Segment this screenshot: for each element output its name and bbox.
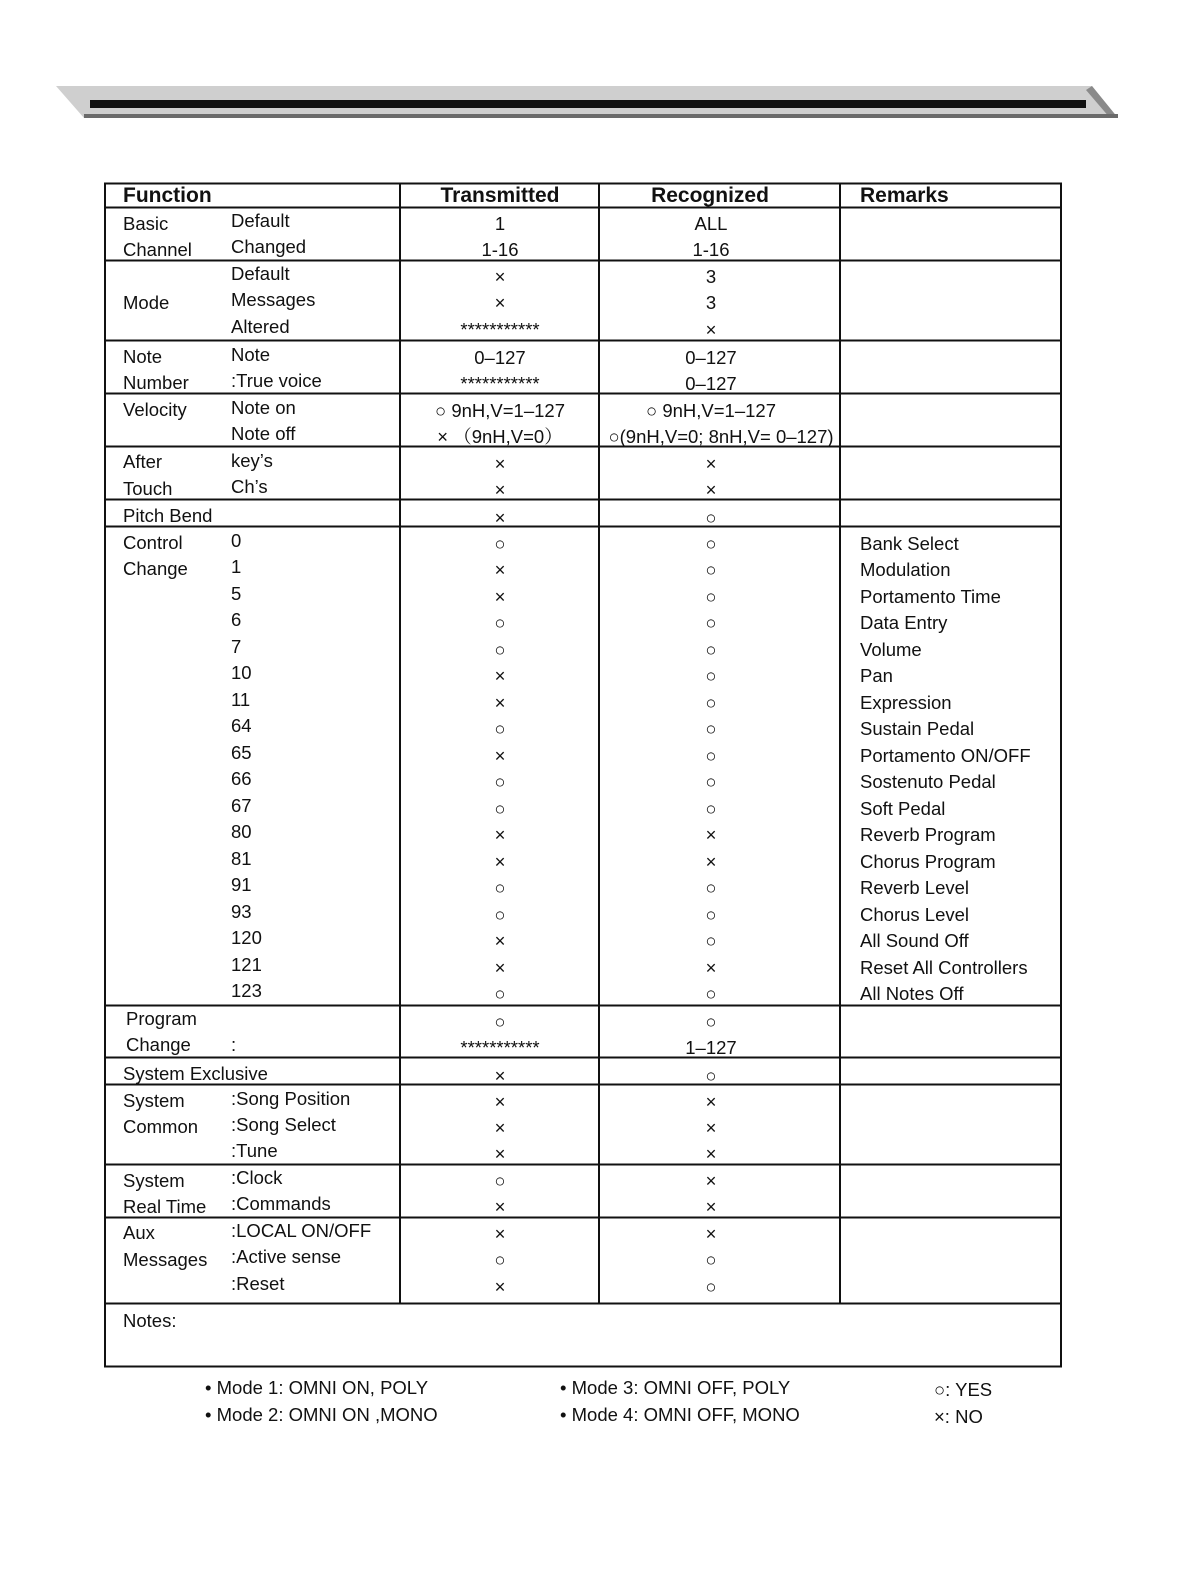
section-label-pitch-bend: Pitch Bend bbox=[123, 505, 213, 526]
transmitted-value: ○ bbox=[494, 1011, 506, 1032]
recognized-value: ○ bbox=[705, 904, 717, 925]
recognized-value: × bbox=[705, 1196, 717, 1217]
transmitted-value: × bbox=[494, 930, 506, 951]
legend-mode-4: • Mode 4: OMNI OFF, MONO bbox=[560, 1404, 800, 1425]
section-label-aux-messages: Aux bbox=[123, 1222, 155, 1243]
row-function: Note bbox=[231, 344, 271, 365]
section-label-basic-channel: Basic bbox=[123, 213, 169, 234]
remark: Modulation bbox=[860, 559, 951, 580]
row-function: :Clock bbox=[231, 1167, 283, 1188]
section-label-velocity: Velocity bbox=[123, 399, 187, 420]
legend-mode-3: • Mode 3: OMNI OFF, POLY bbox=[560, 1377, 791, 1398]
remark: Soft Pedal bbox=[860, 798, 946, 819]
legend-mode-1: • Mode 1: OMNI ON, POLY bbox=[205, 1377, 429, 1398]
row-function: 11 bbox=[231, 689, 251, 710]
recognized-value: 1–127 bbox=[685, 1037, 737, 1058]
header-recognized: Recognized bbox=[651, 184, 769, 207]
section-label-aux-messages: Messages bbox=[123, 1249, 208, 1270]
transmitted-value: *********** bbox=[460, 319, 540, 340]
remark: Reset All Controllers bbox=[860, 957, 1028, 978]
legend-yes: ○: YES bbox=[934, 1379, 993, 1400]
transmitted-value: ○ bbox=[494, 798, 506, 819]
row-function: 120 bbox=[231, 927, 262, 948]
transmitted-value: *********** bbox=[460, 1037, 540, 1058]
remark: Sustain Pedal bbox=[860, 718, 975, 739]
transmitted-value: ○ bbox=[494, 983, 506, 1004]
section-label-basic-channel: Channel bbox=[123, 239, 192, 260]
transmitted-value: × bbox=[494, 1276, 506, 1297]
recognized-value: × bbox=[705, 1170, 717, 1191]
row-function: 67 bbox=[231, 795, 252, 816]
remark: Chorus Level bbox=[860, 904, 970, 925]
recognized-value: ALL bbox=[694, 213, 728, 234]
transmitted-value: × bbox=[494, 266, 506, 287]
row-function: 65 bbox=[231, 742, 252, 763]
recognized-value: × bbox=[705, 1091, 717, 1112]
recognized-value: × bbox=[705, 1143, 717, 1164]
row-function: 64 bbox=[231, 715, 252, 736]
row-function: :Song Position bbox=[231, 1088, 351, 1109]
row-function: :Commands bbox=[231, 1193, 331, 1214]
row-function: Note off bbox=[231, 423, 296, 444]
transmitted-value: ○ bbox=[494, 612, 506, 633]
remark: Pan bbox=[860, 665, 893, 686]
header-bar bbox=[0, 0, 1192, 130]
recognized-value: 3 bbox=[705, 292, 717, 313]
transmitted-value: × bbox=[494, 745, 506, 766]
remark: All Sound Off bbox=[860, 930, 969, 951]
section-label-system-real-time: System bbox=[123, 1170, 185, 1191]
section-label-system-common: Common bbox=[123, 1116, 199, 1137]
recognized-value: 3 bbox=[705, 266, 717, 287]
row-function: Messages bbox=[231, 289, 316, 310]
recognized-value: ○ bbox=[705, 1011, 717, 1032]
row-function: :True voice bbox=[231, 370, 322, 391]
recognized-value: × bbox=[705, 1223, 717, 1244]
section-label-control-change: Change bbox=[123, 558, 188, 579]
recognized-value: ○ bbox=[705, 692, 717, 713]
recognized-value: ○ bbox=[705, 586, 717, 607]
remark: Portamento ON/OFF bbox=[860, 745, 1031, 766]
transmitted-value: × bbox=[494, 507, 506, 528]
remark: Portamento Time bbox=[860, 586, 1001, 607]
row-function: :Tune bbox=[231, 1140, 278, 1161]
row-function: 7 bbox=[231, 636, 242, 657]
transmitted-value: 1 bbox=[494, 213, 506, 234]
transmitted-value: ○ bbox=[494, 533, 506, 554]
recognized-value: ○ bbox=[705, 612, 717, 633]
row-function: 81 bbox=[231, 848, 252, 869]
recognized-value: ○ bbox=[705, 559, 717, 580]
recognized-value: ○ bbox=[705, 1249, 717, 1270]
transmitted-value: ○ bbox=[494, 1249, 506, 1270]
legend-mode-2: • Mode 2: OMNI ON ,MONO bbox=[205, 1404, 438, 1425]
remark: Expression bbox=[860, 692, 952, 713]
recognized-value: ○(9nH,V=0; 8nH,V= 0–127) bbox=[608, 426, 834, 447]
header-function: Function bbox=[123, 184, 212, 207]
recognized-value: ○ bbox=[705, 877, 717, 898]
row-function: Changed bbox=[231, 236, 307, 257]
transmitted-value: × bbox=[494, 292, 506, 313]
row-function: 93 bbox=[231, 901, 252, 922]
recognized-value: 0–127 bbox=[685, 373, 737, 394]
recognized-value: ○ bbox=[705, 798, 717, 819]
transmitted-value: *********** bbox=[460, 373, 540, 394]
recognized-value: × bbox=[705, 453, 717, 474]
row-function: 6 bbox=[231, 609, 242, 630]
transmitted-value: × bbox=[494, 692, 506, 713]
row-function: : bbox=[231, 1034, 237, 1055]
section-label-note-number: Number bbox=[123, 372, 189, 393]
transmitted-value: × bbox=[494, 1223, 506, 1244]
remark: Volume bbox=[860, 639, 922, 660]
section-label-after-touch: After bbox=[123, 451, 163, 472]
transmitted-value: 1-16 bbox=[481, 239, 519, 260]
row-function: :LOCAL ON/OFF bbox=[231, 1220, 372, 1241]
row-function: Ch’s bbox=[231, 476, 268, 497]
recognized-value: × bbox=[705, 1117, 717, 1138]
row-function: 0 bbox=[231, 530, 242, 551]
transmitted-value: × bbox=[494, 1091, 506, 1112]
row-function: Default bbox=[231, 263, 290, 284]
section-label-system-common: System bbox=[123, 1090, 185, 1111]
section-label-control-change: Control bbox=[123, 532, 183, 553]
recognized-value: × bbox=[705, 319, 717, 340]
row-function: Altered bbox=[231, 316, 290, 337]
remark: Data Entry bbox=[860, 612, 948, 633]
header-transmitted: Transmitted bbox=[440, 184, 560, 207]
recognized-value: ○ 9nH,V=1–127 bbox=[646, 400, 776, 421]
transmitted-value: × bbox=[494, 1117, 506, 1138]
recognized-value: ○ bbox=[705, 1065, 717, 1086]
transmitted-value: × bbox=[494, 586, 506, 607]
transmitted-value: × bbox=[494, 1143, 506, 1164]
recognized-value: 1-16 bbox=[692, 239, 730, 260]
recognized-value: ○ bbox=[705, 718, 717, 739]
notes-label: Notes: bbox=[123, 1310, 177, 1331]
row-function: key’s bbox=[231, 450, 273, 471]
recognized-value: ○ bbox=[705, 771, 717, 792]
transmitted-value: ○ bbox=[494, 904, 506, 925]
row-function: 66 bbox=[231, 768, 252, 789]
transmitted-value: × bbox=[494, 479, 506, 500]
recognized-value: ○ bbox=[705, 507, 717, 528]
header-remarks: Remarks bbox=[860, 184, 949, 207]
section-label-after-touch: Touch bbox=[123, 478, 173, 499]
remark: Reverb Program bbox=[860, 824, 996, 845]
transmitted-value: ○ bbox=[494, 877, 506, 898]
row-function: 1 bbox=[231, 556, 242, 577]
remark: Reverb Level bbox=[860, 877, 970, 898]
recognized-value: ○ bbox=[705, 639, 717, 660]
recognized-value: ○ bbox=[705, 1276, 717, 1297]
row-function: :Active sense bbox=[231, 1246, 342, 1267]
recognized-value: × bbox=[705, 824, 717, 845]
recognized-value: ○ bbox=[705, 930, 717, 951]
transmitted-value: 0–127 bbox=[474, 347, 526, 368]
section-label-system-exclusive: System Exclusive bbox=[123, 1063, 268, 1084]
transmitted-value: × bbox=[494, 851, 506, 872]
row-function: :Reset bbox=[231, 1273, 285, 1294]
row-function: 91 bbox=[231, 874, 252, 895]
row-function: 121 bbox=[231, 954, 262, 975]
transmitted-value: × bbox=[494, 824, 506, 845]
remark: Chorus Program bbox=[860, 851, 996, 872]
transmitted-value: × bbox=[494, 453, 506, 474]
recognized-value: ○ bbox=[705, 665, 717, 686]
remark: All Notes Off bbox=[860, 983, 964, 1004]
row-function: Note on bbox=[231, 397, 296, 418]
transmitted-value: ○ bbox=[494, 771, 506, 792]
recognized-value: × bbox=[705, 479, 717, 500]
remark: Bank Select bbox=[860, 533, 959, 554]
transmitted-value: × bbox=[494, 1065, 506, 1086]
row-function: :Song Select bbox=[231, 1114, 336, 1135]
section-label-program-change: Program bbox=[126, 1008, 197, 1029]
transmitted-value: × bbox=[494, 1196, 506, 1217]
row-function: 80 bbox=[231, 821, 252, 842]
transmitted-value: ○ bbox=[494, 1170, 506, 1191]
transmitted-value: × bbox=[494, 559, 506, 580]
row-function: 10 bbox=[231, 662, 252, 683]
legend-no: ×: NO bbox=[934, 1406, 983, 1427]
recognized-value: ○ bbox=[705, 533, 717, 554]
row-function: Default bbox=[231, 210, 290, 231]
transmitted-value: × bbox=[494, 665, 506, 686]
recognized-value: ○ bbox=[705, 983, 717, 1004]
transmitted-value: ○ bbox=[494, 639, 506, 660]
recognized-value: ○ bbox=[705, 745, 717, 766]
recognized-value: 0–127 bbox=[685, 347, 737, 368]
remark: Sostenuto Pedal bbox=[860, 771, 996, 792]
section-label-note-number: Note bbox=[123, 346, 163, 367]
recognized-value: × bbox=[705, 957, 717, 978]
transmitted-value: × bbox=[494, 957, 506, 978]
transmitted-value: ○ 9nH,V=1–127 bbox=[435, 400, 565, 421]
transmitted-value: ○ bbox=[494, 718, 506, 739]
row-function: 123 bbox=[231, 980, 262, 1001]
transmitted-value: × （9nH,V=0） bbox=[437, 426, 563, 447]
section-label-mode: Mode bbox=[123, 292, 170, 313]
section-label-program-change: Change bbox=[126, 1034, 191, 1055]
recognized-value: × bbox=[705, 851, 717, 872]
row-function: 5 bbox=[231, 583, 242, 604]
section-label-system-real-time: Real Time bbox=[123, 1196, 207, 1217]
